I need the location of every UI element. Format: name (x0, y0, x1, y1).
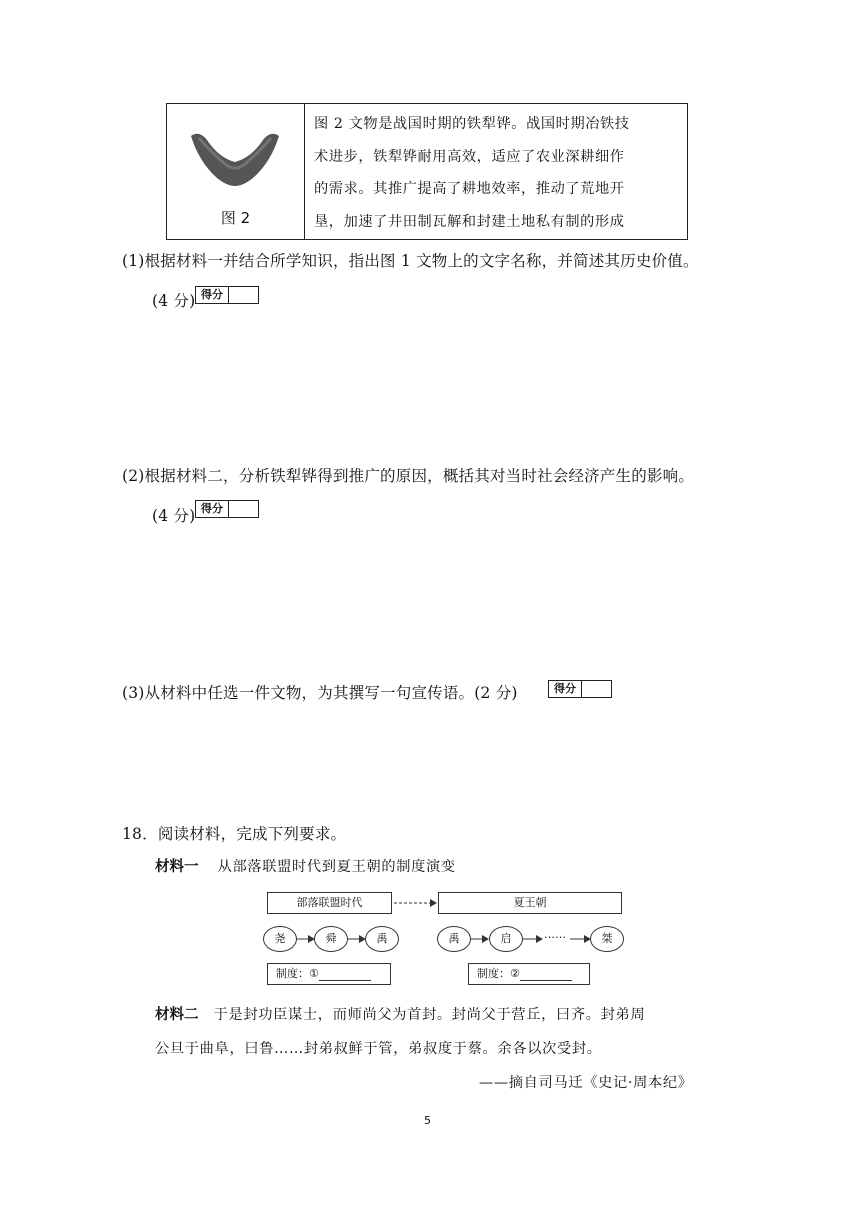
xia-dynasty-header: 夏王朝 (438, 892, 622, 914)
page-number: 5 (424, 1114, 431, 1127)
arrow-icon (522, 932, 544, 946)
score-label: 得分 (196, 501, 229, 517)
system-blank-2[interactable] (468, 963, 590, 985)
material-2-line-1 (155, 1003, 645, 1024)
material-table (166, 103, 688, 240)
score-label: 得分 (549, 681, 582, 697)
node-yu-xia: 禹 (437, 926, 471, 952)
iron-plowshare-image (185, 122, 285, 192)
material-2-text-2: 公旦于曲阜，曰鲁……封弟叔鲜于管，弟叔度于蔡。余各以次受封。 (155, 1041, 602, 1057)
table-line: 的需求。其推广提高了耕地效率，推动了荒地开 (314, 181, 625, 197)
score-box-2[interactable] (195, 500, 259, 518)
score-box-1[interactable] (195, 286, 259, 304)
node-jie: 桀 (590, 926, 624, 952)
arrow-icon (470, 932, 490, 946)
node-yu: 禹 (365, 926, 399, 952)
score-label: 得分 (196, 287, 229, 303)
ellipsis: …… (544, 928, 566, 941)
table-line: 垦，加速了井田制瓦解和封建土地私有制的形成 (314, 213, 625, 230)
question-2-points: (4 分) (152, 507, 196, 525)
table-description (314, 108, 679, 238)
material-1-title: 从部落联盟时代到夏王朝的制度演变 (217, 859, 456, 875)
material-1-line (155, 855, 456, 876)
system-1-label: 制度：① (276, 967, 319, 980)
material-2-source: ——摘自司马迁《史记·周本纪》 (479, 1075, 693, 1091)
table-line: 图 2 文物是战国时期的铁犁铧。战国时期冶铁技 (314, 116, 630, 132)
question-3-text: (3)从材料中任选一件文物，为其撰写一句宣传语。(2 分) (122, 684, 518, 702)
node-shun: 舜 (314, 926, 348, 952)
system-2-label: 制度：② (477, 967, 520, 980)
system-blank-1[interactable] (267, 963, 391, 985)
figure-caption: 图 2 (220, 209, 251, 227)
table-divider (304, 104, 305, 239)
tribal-alliance-header: 部落联盟时代 (267, 892, 392, 914)
score-box-3[interactable] (548, 680, 612, 698)
question-2-text: (2)根据材料二，分析铁犁铧得到推广的原因，概括其对当时社会经济产生的影响。 (122, 467, 695, 485)
material-1-label: 材料一 (155, 859, 199, 875)
arrow-icon (296, 932, 316, 946)
material-2-text-1: 于是封功臣谋士，而师尚父为首封。封尚父于营丘，曰齐。封弟周 (213, 1007, 646, 1023)
material-2-label: 材料二 (155, 1007, 199, 1023)
answer-blank (520, 968, 572, 981)
question-1-points: (4 分) (152, 292, 196, 310)
question-1-text: (1)根据材料一并结合所学知识，指出图 1 文物上的文字名称，并简述其历史价值。 (122, 252, 699, 270)
dashed-arrow-icon (392, 896, 438, 910)
arrow-icon (347, 932, 367, 946)
question-18-heading: 18．阅读材料，完成下列要求。 (122, 825, 347, 843)
node-yao: 尧 (263, 926, 297, 952)
table-line: 术进步，铁犁铧耐用高效，适应了农业深耕细作 (314, 148, 625, 165)
answer-blank (319, 968, 371, 981)
arrow-icon (570, 932, 592, 946)
node-qi: 启 (489, 926, 523, 952)
